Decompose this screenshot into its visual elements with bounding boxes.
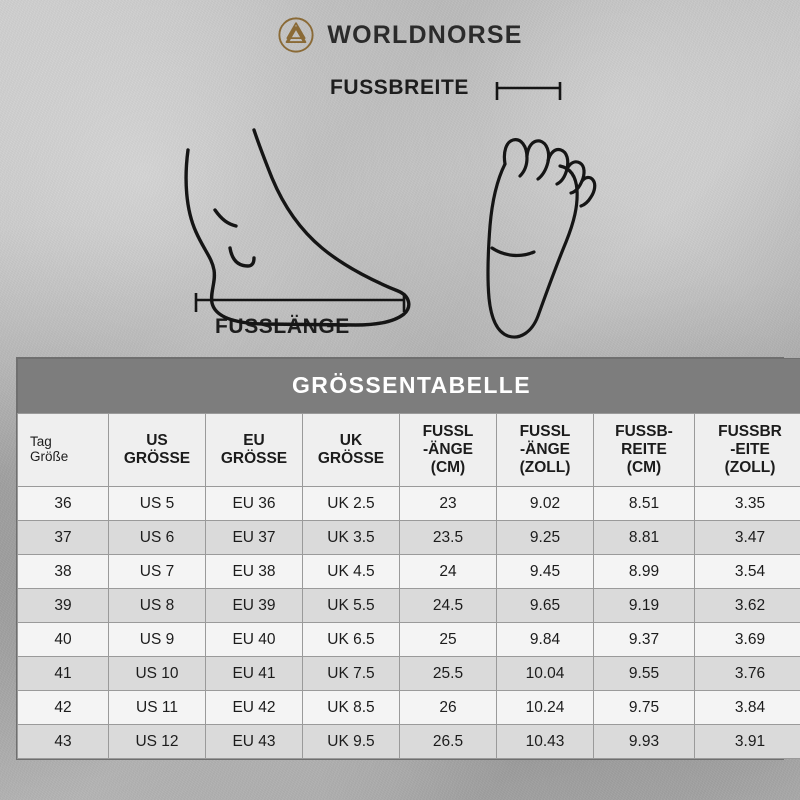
size-table-container [16, 357, 784, 760]
hdr-lin-3: (ZOLL) [519, 459, 571, 477]
table-cell: 9.93 [594, 725, 695, 759]
table-header-uk-size [303, 414, 400, 487]
hdr-eu-2: GRÖSSE [220, 450, 288, 467]
table-cell: 23 [400, 487, 497, 521]
table-cell: 9.19 [594, 589, 695, 623]
hdr-us-2: GRÖSSE [123, 450, 191, 467]
table-header-width-inch [695, 414, 800, 487]
hdr-wcm-2: REITE [621, 440, 667, 458]
table-cell: EU 39 [206, 589, 303, 623]
foot-diagrams [0, 60, 800, 350]
fusslaenge-label: FUSSLÄNGE [215, 315, 350, 338]
table-cell: UK 2.5 [303, 487, 400, 521]
table-cell: 9.37 [594, 623, 695, 657]
table-cell: 3.91 [695, 725, 800, 759]
table-cell: 8.99 [594, 555, 695, 589]
table-cell: 26 [400, 691, 497, 725]
table-cell: 9.65 [497, 589, 594, 623]
table-cell: US 9 [109, 623, 206, 657]
table-row [18, 589, 800, 623]
table-cell: 3.76 [695, 657, 800, 691]
table-cell: 43 [18, 725, 109, 759]
hdr-uk-1: UK [339, 431, 363, 449]
table-head [18, 414, 800, 487]
table-cell: 9.55 [594, 657, 695, 691]
corner-line2: Größe [30, 448, 69, 464]
brand-header [0, 16, 800, 54]
table-header-length-inch [497, 414, 594, 487]
table-cell: 3.54 [695, 555, 800, 589]
table-row [18, 691, 800, 725]
hdr-lcm-3: (CM) [430, 459, 466, 477]
table-cell: 23.5 [400, 521, 497, 555]
hdr-wcm-1: FUSSB- [615, 422, 673, 440]
table-cell: 37 [18, 521, 109, 555]
table-cell: 9.75 [594, 691, 695, 725]
hdr-uk-2: GRÖSSE [317, 450, 385, 467]
table-cell: US 10 [109, 657, 206, 691]
table-cell: 10.24 [497, 691, 594, 725]
table-cell: 8.51 [594, 487, 695, 521]
table-cell: 38 [18, 555, 109, 589]
fussbreite-label: FUSSBREITE [330, 76, 470, 99]
size-table [17, 358, 800, 759]
table-row [18, 487, 800, 521]
corner-line1: Tag [30, 434, 52, 450]
hdr-lin-2: -ÄNGE [520, 440, 570, 458]
table-header-width-cm [594, 414, 695, 487]
table-cell: 9.02 [497, 487, 594, 521]
table-cell: UK 6.5 [303, 623, 400, 657]
table-cell: 42 [18, 691, 109, 725]
table-cell: UK 9.5 [303, 725, 400, 759]
table-cell: US 5 [109, 487, 206, 521]
table-header-corner [18, 414, 109, 487]
table-cell: UK 5.5 [303, 589, 400, 623]
table-cell: US 6 [109, 521, 206, 555]
brand-name: WORLDNORSE [327, 20, 523, 49]
table-cell: 3.62 [695, 589, 800, 623]
hdr-lcm-2: -ÄNGE [423, 440, 473, 458]
hdr-lcm-1: FUSSL [422, 422, 474, 440]
hdr-win-1: FUSSBR [718, 422, 782, 440]
table-cell: US 11 [109, 691, 206, 725]
table-cell: US 12 [109, 725, 206, 759]
hdr-win-3: (ZOLL) [724, 459, 776, 477]
table-cell: UK 3.5 [303, 521, 400, 555]
table-header-row [18, 414, 800, 487]
table-cell: EU 41 [206, 657, 303, 691]
table-header-eu-size [206, 414, 303, 487]
table-row [18, 725, 800, 759]
table-cell: 25 [400, 623, 497, 657]
table-cell: US 8 [109, 589, 206, 623]
table-cell: EU 37 [206, 521, 303, 555]
table-cell: 25.5 [400, 657, 497, 691]
hdr-wcm-3: (CM) [626, 459, 662, 477]
table-cell: 24 [400, 555, 497, 589]
hdr-win-2: -EITE [730, 440, 770, 458]
table-row [18, 657, 800, 691]
hdr-lin-1: FUSSL [519, 422, 571, 440]
table-cell: 36 [18, 487, 109, 521]
table-cell: UK 8.5 [303, 691, 400, 725]
hdr-eu-1: EU [243, 431, 265, 449]
table-cell: 9.25 [497, 521, 594, 555]
table-header-us-size [109, 414, 206, 487]
table-body [18, 487, 800, 759]
table-row [18, 555, 800, 589]
table-cell: UK 4.5 [303, 555, 400, 589]
table-cell: US 7 [109, 555, 206, 589]
table-cell: 3.47 [695, 521, 800, 555]
table-cell: 40 [18, 623, 109, 657]
table-cell: UK 7.5 [303, 657, 400, 691]
table-cell: 3.35 [695, 487, 800, 521]
table-cell: 9.45 [497, 555, 594, 589]
table-cell: 26.5 [400, 725, 497, 759]
table-cell: 8.81 [594, 521, 695, 555]
table-cell: EU 43 [206, 725, 303, 759]
table-cell: 3.84 [695, 691, 800, 725]
table-cell: EU 36 [206, 487, 303, 521]
table-cell: 10.04 [497, 657, 594, 691]
table-cell: EU 42 [206, 691, 303, 725]
valknut-circle-icon [277, 16, 315, 54]
table-title: GRÖSSENTABELLE [17, 358, 800, 413]
table-cell: 39 [18, 589, 109, 623]
table-cell: 10.43 [497, 725, 594, 759]
foot-measurement-illustration [0, 60, 800, 350]
table-cell: EU 38 [206, 555, 303, 589]
table-row [18, 521, 800, 555]
table-cell: 41 [18, 657, 109, 691]
table-cell: EU 40 [206, 623, 303, 657]
table-cell: 3.69 [695, 623, 800, 657]
table-row [18, 623, 800, 657]
table-cell: 9.84 [497, 623, 594, 657]
table-header-length-cm [400, 414, 497, 487]
table-cell: 24.5 [400, 589, 497, 623]
hdr-us-1: US [146, 431, 168, 449]
